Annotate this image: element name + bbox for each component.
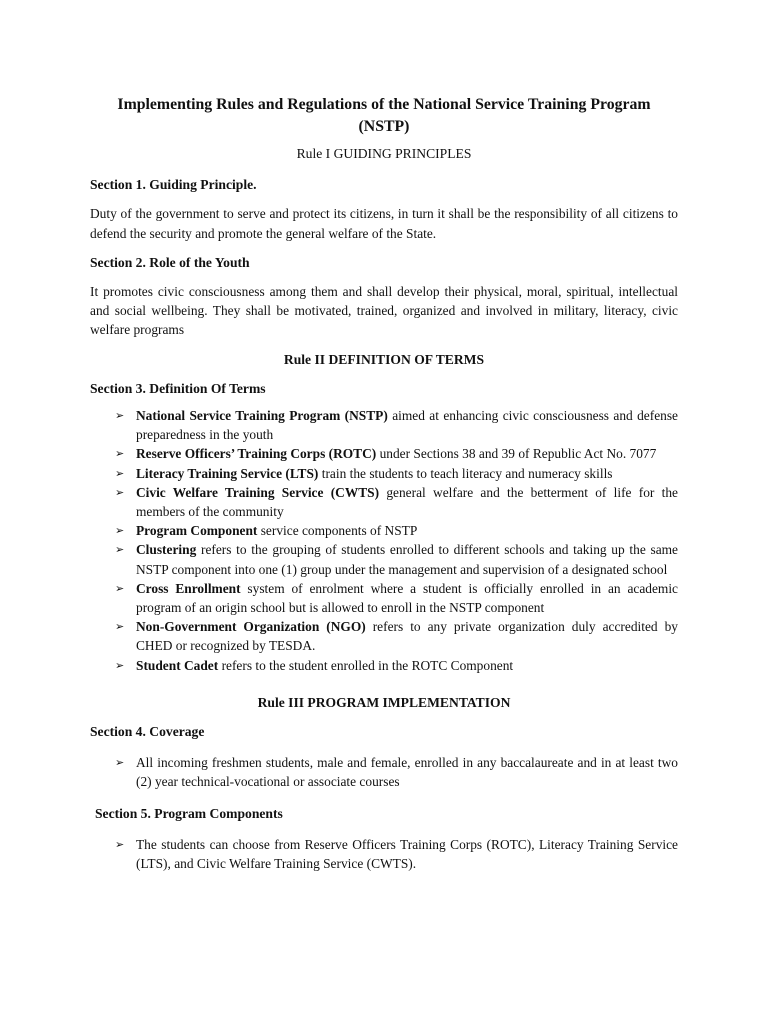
list-item (90, 835, 678, 873)
coverage-list (90, 753, 678, 791)
term-name: Literacy Training Service (LTS) (136, 465, 319, 481)
program-components-list (90, 835, 678, 873)
term-name: Student Cadet (136, 657, 219, 673)
document-title: Implementing Rules and Regulations of the National Service Training Program (NSTP) (117, 96, 651, 135)
term-definition: aimed at enhancing civic consciousness and defense preparedness in the youth (136, 408, 678, 443)
list-item (90, 444, 678, 463)
section-2-heading: Section 2. Role of the Youth (90, 254, 250, 270)
section-3-heading: Section 3. Definition Of Terms (90, 380, 266, 396)
term-definition: system of enrolment where a student is officially enrolled in an academic program of an origin school but is allowed to enroll in the NSTP component (136, 580, 678, 616)
rule-2-heading: Rule II DEFINITION OF TERMS (283, 351, 485, 367)
definition-list (90, 406, 678, 675)
section-2-text: It promotes civic consciousness among them and shall develop their physical, moral, spiritual, intellectual and social wellbeing. They shall be motivated, trained, organized and involved in military, literacy, civic welfare programs (90, 284, 678, 338)
arrow-bullet-icon: ➢ (115, 466, 125, 480)
list-item (90, 656, 678, 675)
term-definition: under Sections 38 and 39 of Republic Act No. 7077 (376, 446, 657, 462)
term-name: Clustering (136, 542, 197, 558)
section-1-heading: Section 1. Guiding Principle. (90, 177, 257, 193)
list-item (90, 617, 678, 655)
term-name: Civic Welfare Training Service (CWTS) (136, 484, 380, 500)
arrow-bullet-icon: ➢ (115, 409, 125, 423)
arrow-bullet-icon: ➢ (115, 620, 125, 634)
arrow-bullet-icon: ➢ (115, 837, 125, 851)
section-5-heading: Section 5. Program Components (95, 805, 283, 821)
arrow-bullet-icon: ➢ (115, 485, 125, 499)
term-name: Non-Government Organization (NGO) (136, 619, 366, 635)
list-item (90, 483, 678, 521)
term-definition: refers to the grouping of students enrolled to different schools and taking up the same NSTP component into one (1) group under the management and supervision of a designated school (136, 542, 678, 577)
term-definition: general welfare and the betterment of life for the members of the community (136, 484, 678, 520)
term-definition: refers to any private organization duly accredited by CHED or recognized by TESDA. (136, 619, 678, 654)
term-name: National Service Training Program (NSTP) (136, 408, 388, 424)
document-page (90, 94, 678, 873)
arrow-bullet-icon: ➢ (115, 543, 125, 557)
list-item (90, 464, 678, 483)
list-item (90, 406, 678, 444)
term-name: Cross Enrollment (136, 580, 241, 596)
list-item (90, 521, 678, 540)
term-definition: refers to the student enrolled in the ROTC Component (218, 657, 514, 673)
arrow-bullet-icon: ➢ (115, 756, 125, 770)
term-name: Reserve Officers’ Training Corps (ROTC) (136, 446, 377, 462)
coverage-text: All incoming freshmen students, male and female, enrolled in any baccalaureate and in at least two (2) year technical-vocational or associate courses (136, 755, 678, 790)
rule-3-heading: Rule III PROGRAM IMPLEMENTATION (257, 694, 511, 710)
list-item (90, 579, 678, 617)
term-definition: service components of NSTP (257, 523, 418, 539)
list-item (90, 540, 678, 578)
arrow-bullet-icon: ➢ (115, 658, 125, 672)
list-item (90, 753, 678, 791)
rule-1-heading: Rule I GUIDING PRINCIPLES (296, 146, 472, 161)
term-name: Program Component (136, 523, 258, 539)
term-definition: train the students to teach literacy and numeracy skills (318, 465, 613, 481)
arrow-bullet-icon: ➢ (115, 524, 125, 538)
arrow-bullet-icon: ➢ (115, 581, 125, 595)
arrow-bullet-icon: ➢ (115, 447, 125, 461)
section-4-heading: Section 4. Coverage (90, 724, 205, 740)
section-1-text: Duty of the government to serve and protect its citizens, in turn it shall be the responsibility of all citizens to defend the security and promote the general welfare of the State. (90, 206, 678, 241)
program-components-text: The students can choose from Reserve Officers Training Corps (ROTC), Literacy Training Service (LTS), and Civic Welfare Training Service (CWTS). (136, 836, 678, 872)
